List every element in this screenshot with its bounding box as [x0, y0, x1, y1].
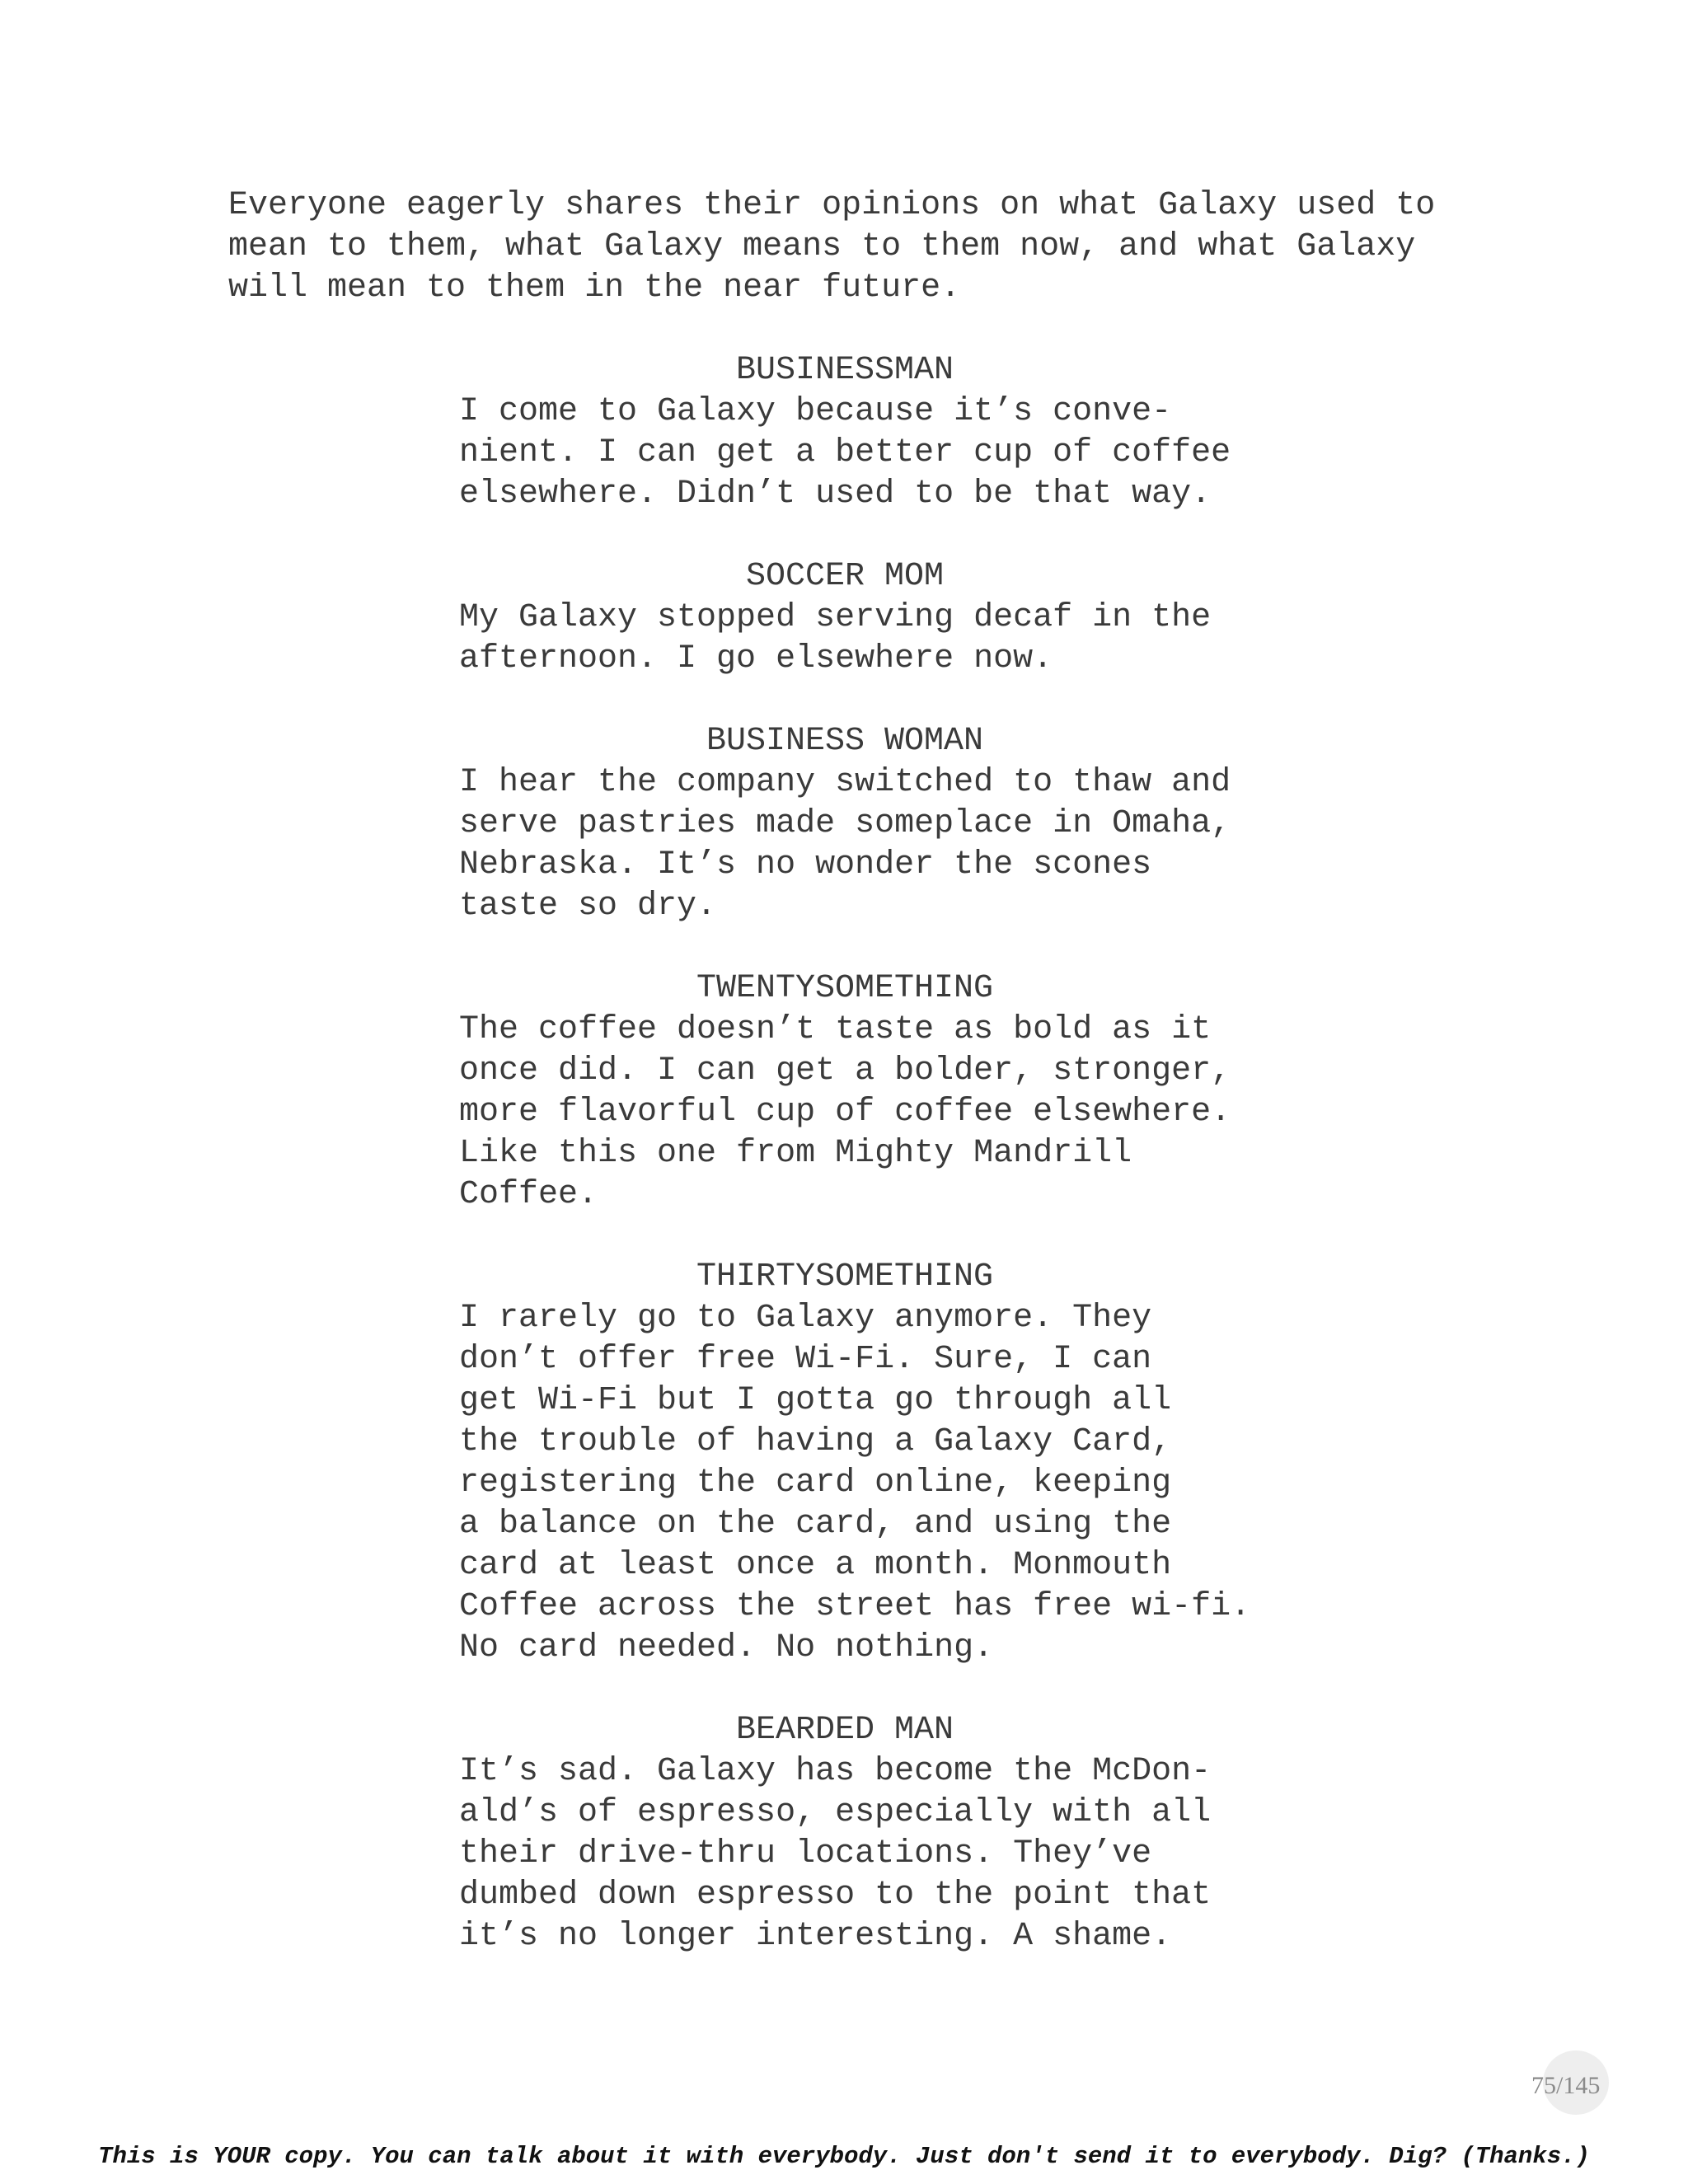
action-paragraph	[228, 185, 1564, 309]
dialogue-block	[459, 1298, 1283, 1669]
dialogue-line: No card needed. No nothing.	[459, 1629, 994, 1666]
dialogue-block	[459, 1010, 1283, 1216]
dialogue-block	[459, 598, 1283, 680]
character-cue: BUSINESS WOMAN	[706, 723, 984, 760]
character-cue: THIRTYSOMETHING	[696, 1258, 994, 1296]
dialogue-line: the trouble of having a Galaxy Card,	[459, 1423, 1172, 1460]
dialogue-line: Nebraska. It’s no wonder the scones	[459, 846, 1152, 883]
dialogue-line: It’s sad. Galaxy has become the McDon-	[459, 1753, 1212, 1790]
dialogue-line: The coffee doesn’t taste as bold as it	[459, 1011, 1212, 1048]
page-number: 75/145	[1531, 2072, 1601, 2099]
dialogue-line: more flavorful cup of coffee elsewhere.	[459, 1094, 1231, 1131]
dialogue-line: Coffee.	[459, 1176, 598, 1213]
footer-notice: This is YOUR copy. You can talk about it with everybody. Just don't send it to everybody. Dig? (Thanks.)	[98, 2143, 1590, 2170]
dialogue-line: I hear the company switched to thaw and	[459, 764, 1231, 801]
dialogue-line: I rarely go to Galaxy anymore. They	[459, 1300, 1152, 1337]
dialogue-line: My Galaxy stopped serving decaf in the	[459, 599, 1212, 636]
dialogue-line: dumbed down espresso to the point that	[459, 1877, 1212, 1914]
dialogue-line: serve pastries made someplace in Omaha,	[459, 805, 1231, 842]
dialogue-line: card at least once a month. Monmouth	[459, 1547, 1172, 1584]
dialogue-line: Coffee across the street has free wi-fi.	[459, 1588, 1251, 1625]
dialogue-line: a balance on the card, and using the	[459, 1506, 1172, 1543]
dialogue-block	[459, 391, 1283, 515]
dialogue-line: ald’s of espresso, especially with all	[459, 1794, 1212, 1831]
dialogue-line: once did. I can get a bolder, stronger,	[459, 1052, 1231, 1090]
dialogue-line: nient. I can get a better cup of coffee	[459, 434, 1231, 471]
character-cue: TWENTYSOMETHING	[696, 970, 994, 1007]
dialogue-line: elsewhere. Didn’t used to be that way.	[459, 476, 1212, 513]
action-line: will mean to them in the near future.	[228, 269, 961, 307]
dialogue-line: afternoon. I go elsewhere now.	[459, 640, 1053, 677]
dialogue-line: I come to Galaxy because it’s conve-	[459, 393, 1172, 430]
dialogue-block	[459, 762, 1283, 927]
character-cue: SOCCER MOM	[745, 558, 945, 595]
dialogue-line: taste so dry.	[459, 888, 717, 925]
action-line: mean to them, what Galaxy means to them now, and what Galaxy	[228, 228, 1416, 265]
dialogue-line: registering the card online, keeping	[459, 1465, 1172, 1502]
dialogue-line: get Wi-Fi but I gotta go through all	[459, 1382, 1172, 1419]
dialogue-line: it’s no longer interesting. A shame.	[459, 1918, 1172, 1955]
character-cue: BUSINESSMAN	[735, 352, 954, 389]
dialogue-line: their drive-thru locations. They’ve	[459, 1835, 1152, 1872]
action-line: Everyone eagerly shares their opinions on what Galaxy used to	[228, 187, 1436, 224]
dialogue-block	[459, 1751, 1283, 1957]
dialogue-line: Like this one from Mighty Mandrill	[459, 1135, 1132, 1172]
character-cue: BEARDED MAN	[735, 1712, 954, 1749]
dialogue-line: don’t offer free Wi-Fi. Sure, I can	[459, 1341, 1152, 1378]
